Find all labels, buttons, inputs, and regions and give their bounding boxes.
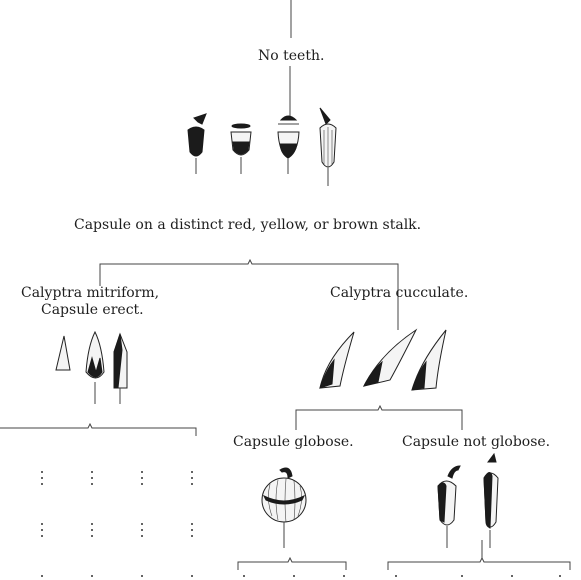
label-calyptra-mitriform: Calyptra mitriform, xyxy=(21,285,160,301)
brace-not-globose xyxy=(388,558,570,570)
label-capsule-not-globose: Capsule not globose. xyxy=(402,434,551,450)
label-calyptra-cucculate: Calyptra cucculate. xyxy=(330,285,469,301)
mitriform-illustrations xyxy=(56,332,127,404)
not-globose-capsule-illustrations xyxy=(438,454,498,548)
capsule-illustration-1 xyxy=(188,114,206,174)
globose-capsule-illustration xyxy=(262,468,306,548)
capsule-illustration-3 xyxy=(278,116,299,174)
brace-mitriform xyxy=(0,424,196,436)
cucculate-illustrations xyxy=(320,330,446,390)
label-no-teeth: No teeth. xyxy=(258,48,325,64)
brace-globose xyxy=(238,558,346,570)
brace-stalk xyxy=(100,260,398,280)
label-capsule-globose: Capsule globose. xyxy=(233,434,354,450)
mitriform-calyptra-cone xyxy=(56,336,70,370)
capsule-illustration-2 xyxy=(231,124,251,174)
capsule-illustration-4 xyxy=(320,108,336,186)
label-capsule-erect: Capsule erect. xyxy=(41,302,144,318)
brace-cucculate xyxy=(296,406,462,430)
label-capsule-stalk: Capsule on a distinct red, yellow, or brown stalk. xyxy=(74,217,422,233)
capsule-group-no-teeth xyxy=(188,108,336,186)
